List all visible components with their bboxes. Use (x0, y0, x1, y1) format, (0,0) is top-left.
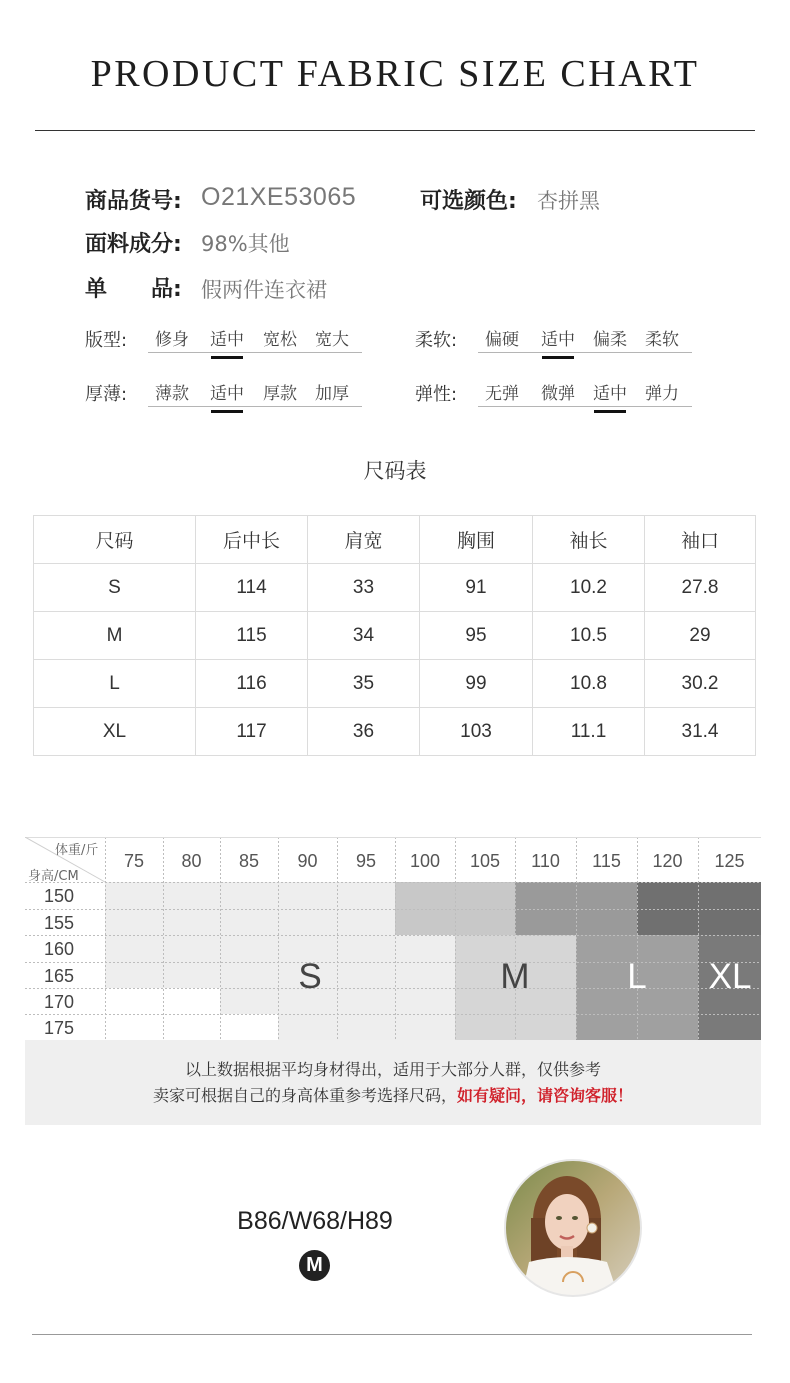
height-label: 175 (44, 1018, 75, 1038)
attr-option: 微弹 (541, 384, 575, 404)
size-recommendation-grid (25, 837, 761, 1125)
table-cell: S (34, 564, 196, 612)
table-row (34, 660, 756, 708)
fabric-value: 98%其他 (201, 232, 290, 256)
header-cell: 袖口 (645, 516, 756, 564)
code-label: 商品货号: (85, 189, 182, 214)
height-axis-label: 身高/CM (28, 869, 79, 884)
table-cell: 11.1 (533, 708, 645, 756)
height-label: 155 (44, 913, 75, 933)
header-cell: 袖长 (533, 516, 645, 564)
table-cell: 35 (308, 660, 420, 708)
title-divider (35, 130, 755, 131)
table-cell: 115 (196, 612, 308, 660)
color-value: 杏拼黑 (537, 189, 600, 213)
color-label: 可选颜色: (420, 189, 517, 214)
note-highlight: 如有疑问，请咨询客服！ (457, 1086, 634, 1105)
zone-label-l: L (627, 957, 647, 996)
attr-option: 偏柔 (593, 330, 627, 350)
attr-option: 薄款 (155, 384, 189, 404)
table-cell: 10.2 (533, 564, 645, 612)
weight-label: 75 (123, 851, 145, 871)
model-avatar (503, 1158, 643, 1298)
weight-label: 85 (238, 851, 260, 871)
model-size-badge: M (299, 1250, 330, 1281)
table-cell: 114 (196, 564, 308, 612)
table-cell: 27.8 (645, 564, 756, 612)
footer-divider (32, 1334, 752, 1335)
weight-label: 120 (652, 851, 683, 871)
table-cell: 116 (196, 660, 308, 708)
weight-label: 105 (469, 851, 501, 871)
table-cell: 10.5 (533, 612, 645, 660)
table-cell: M (34, 612, 196, 660)
note-line-2 (25, 1083, 761, 1106)
header-cell: 尺码 (34, 516, 196, 564)
table-header-row (34, 516, 756, 564)
model-measurements: B86/W68/H89 (237, 1207, 393, 1235)
attr-option-selected: 适中 (203, 379, 251, 404)
attr-option: 宽松 (263, 330, 297, 350)
table-cell: 34 (308, 612, 420, 660)
table-cell: 33 (308, 564, 420, 612)
header-cell: 肩宽 (308, 516, 420, 564)
attr-track (148, 352, 362, 353)
header-cell: 后中长 (196, 516, 308, 564)
table-cell: 10.8 (533, 660, 645, 708)
note-line-2-text: 卖家可根据自己的身高体重参考选择尺码， (152, 1086, 457, 1105)
table-cell: L (34, 660, 196, 708)
note-line-1: 以上数据根据平均身材得出，适用于大部分人群，仅供参考 (184, 1060, 601, 1079)
table-cell: 36 (308, 708, 420, 756)
table-row (34, 708, 756, 756)
table-row (34, 612, 756, 660)
height-label: 170 (44, 992, 75, 1012)
table-cell: 30.2 (645, 660, 756, 708)
table-cell: 31.4 (645, 708, 756, 756)
attr-option-selected: 适中 (586, 379, 634, 404)
weight-label: 90 (297, 851, 318, 871)
table-cell: 95 (420, 612, 533, 660)
table-cell: 117 (196, 708, 308, 756)
attr-label: 柔软: (415, 330, 458, 351)
attr-track (148, 406, 362, 407)
attr-track (478, 352, 692, 353)
attr-label: 厚薄: (85, 384, 128, 405)
weight-label: 115 (592, 851, 621, 871)
fabric-label: 面料成分: (85, 232, 182, 257)
attr-option: 修身 (155, 330, 189, 350)
item-label: 单 品: (85, 277, 182, 302)
weight-label: 95 (355, 851, 377, 871)
attr-label: 版型: (85, 330, 128, 351)
weight-label: 100 (409, 851, 441, 871)
table-cell: XL (34, 708, 196, 756)
attr-track (478, 406, 692, 407)
size-table-caption: 尺码表 (363, 459, 427, 483)
weight-axis-label: 体重/斤 (55, 843, 99, 858)
attr-option: 无弹 (485, 384, 519, 404)
weight-label: 110 (531, 851, 560, 871)
header-cell: 胸围 (420, 516, 533, 564)
page-title: PRODUCT FABRIC SIZE CHART (90, 53, 700, 95)
table-cell: 91 (420, 564, 533, 612)
attr-option: 柔软 (645, 330, 679, 350)
table-cell: 99 (420, 660, 533, 708)
zone-label-xl: XL (708, 957, 752, 996)
attr-option: 偏硬 (485, 330, 519, 350)
attr-option: 加厚 (315, 384, 349, 404)
attr-option: 宽大 (315, 330, 349, 350)
attr-option: 弹力 (645, 384, 679, 404)
zone-label-s: S (298, 957, 322, 996)
size-table (33, 515, 756, 756)
weight-label: 125 (714, 851, 745, 871)
code-value: O21XE53065 (201, 183, 357, 211)
attr-option-selected: 适中 (534, 325, 582, 350)
attr-option-selected: 适中 (203, 325, 251, 350)
table-cell: 103 (420, 708, 533, 756)
weight-label: 80 (181, 851, 202, 871)
zone-label-m: M (500, 957, 530, 996)
attr-option: 厚款 (263, 384, 297, 404)
attr-label: 弹性: (415, 384, 458, 405)
height-label: 165 (44, 966, 75, 986)
table-cell: 29 (645, 612, 756, 660)
height-label: 160 (44, 939, 75, 959)
table-row (34, 564, 756, 612)
height-label: 150 (44, 886, 75, 906)
item-value: 假两件连衣裙 (201, 278, 327, 302)
